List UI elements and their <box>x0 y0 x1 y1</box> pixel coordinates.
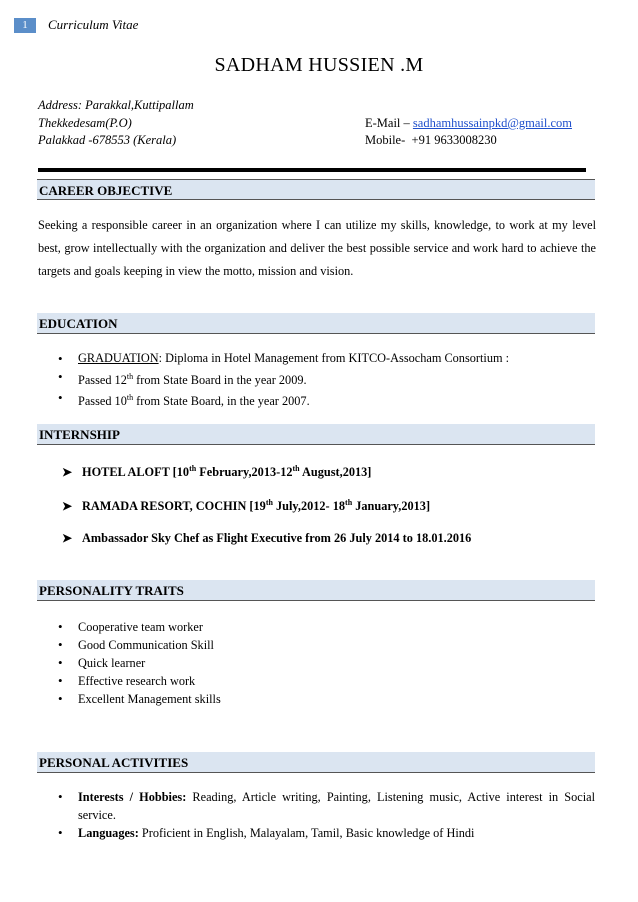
activities-list <box>58 788 595 842</box>
page-number: 1 <box>14 18 36 33</box>
email-link[interactable]: sadhamhussainpkd@gmail.com <box>412 116 572 130</box>
email-label: E-Mail <box>365 116 401 130</box>
traits-list <box>58 618 221 708</box>
arrow-bullet-icon: ➤ <box>62 531 73 545</box>
mobile-label: Mobile- <box>365 133 406 147</box>
personal-activities-heading: PERSONAL ACTIVITIES <box>37 752 595 773</box>
list-item: • GRADUATION: Diploma in Hotel Management from KITCO-Assocham Consortium : <box>58 350 509 368</box>
list-item: • Interests / Hobbies: Reading, Article writing, Painting, Listening music, Active interest in Social service. <box>58 788 595 824</box>
email-line: E-Mail – sadhamhussainpkd@gmail.com <box>365 116 572 130</box>
mobile-number: +91 9633008230 <box>411 133 497 147</box>
internship-heading: INTERNSHIP <box>37 424 595 445</box>
list-item: • Quick learner <box>58 654 221 672</box>
address-line-3: Palakkad -678553 (Kerala) <box>38 133 177 147</box>
arrow-bullet-icon: ➤ <box>62 465 73 480</box>
career-objective-heading: CAREER OBJECTIVE <box>37 179 595 200</box>
career-objective-text: Seeking a responsible career in an organization where I can utilize my skills, knowledge, to work at my level best, grow intellectually with the organization and deliver the best possible service and work hard to achieve the targets and goals keeping in view the motto, mission and vision. <box>38 218 596 278</box>
header-divider <box>38 168 586 172</box>
list-item: • Passed 10th from State Board, in the year 2007. <box>58 389 509 411</box>
list-item: • Passed 12th from State Board in the year 2009. <box>58 368 509 390</box>
header-title: Curriculum Vitae <box>48 17 139 32</box>
education-list <box>58 350 509 411</box>
personality-traits-heading: PERSONALITY TRAITS <box>37 580 595 601</box>
internship-item: ➤ RAMADA RESORT, COCHIN [19th July,2012- 18th January,2013] <box>62 498 431 514</box>
mobile-line <box>365 133 497 148</box>
arrow-bullet-icon: ➤ <box>62 499 73 514</box>
internship-item: ➤ HOTEL ALOFT [10th February,2013-12th August,2013] <box>62 464 372 480</box>
page-header <box>0 16 638 35</box>
list-item: • Languages: Proficient in English, Malayalam, Tamil, Basic knowledge of Hindi <box>58 824 595 842</box>
internship-item: ➤ Ambassador Sky Chef as Flight Executive from 26 July 2014 to 18.01.2016 <box>62 531 472 545</box>
list-item: • Effective research work <box>58 672 221 690</box>
list-item: • Excellent Management skills <box>58 690 221 708</box>
candidate-name: SADHAM HUSSIEN .M <box>214 54 424 76</box>
list-item: • Good Communication Skill <box>58 636 221 654</box>
education-heading: EDUCATION <box>37 313 595 334</box>
address-line-2: Thekkedesam(P.O) <box>38 116 132 130</box>
address-line-1: Address: Parakkal,Kuttipallam <box>38 98 194 112</box>
list-item: • Cooperative team worker <box>58 618 221 636</box>
